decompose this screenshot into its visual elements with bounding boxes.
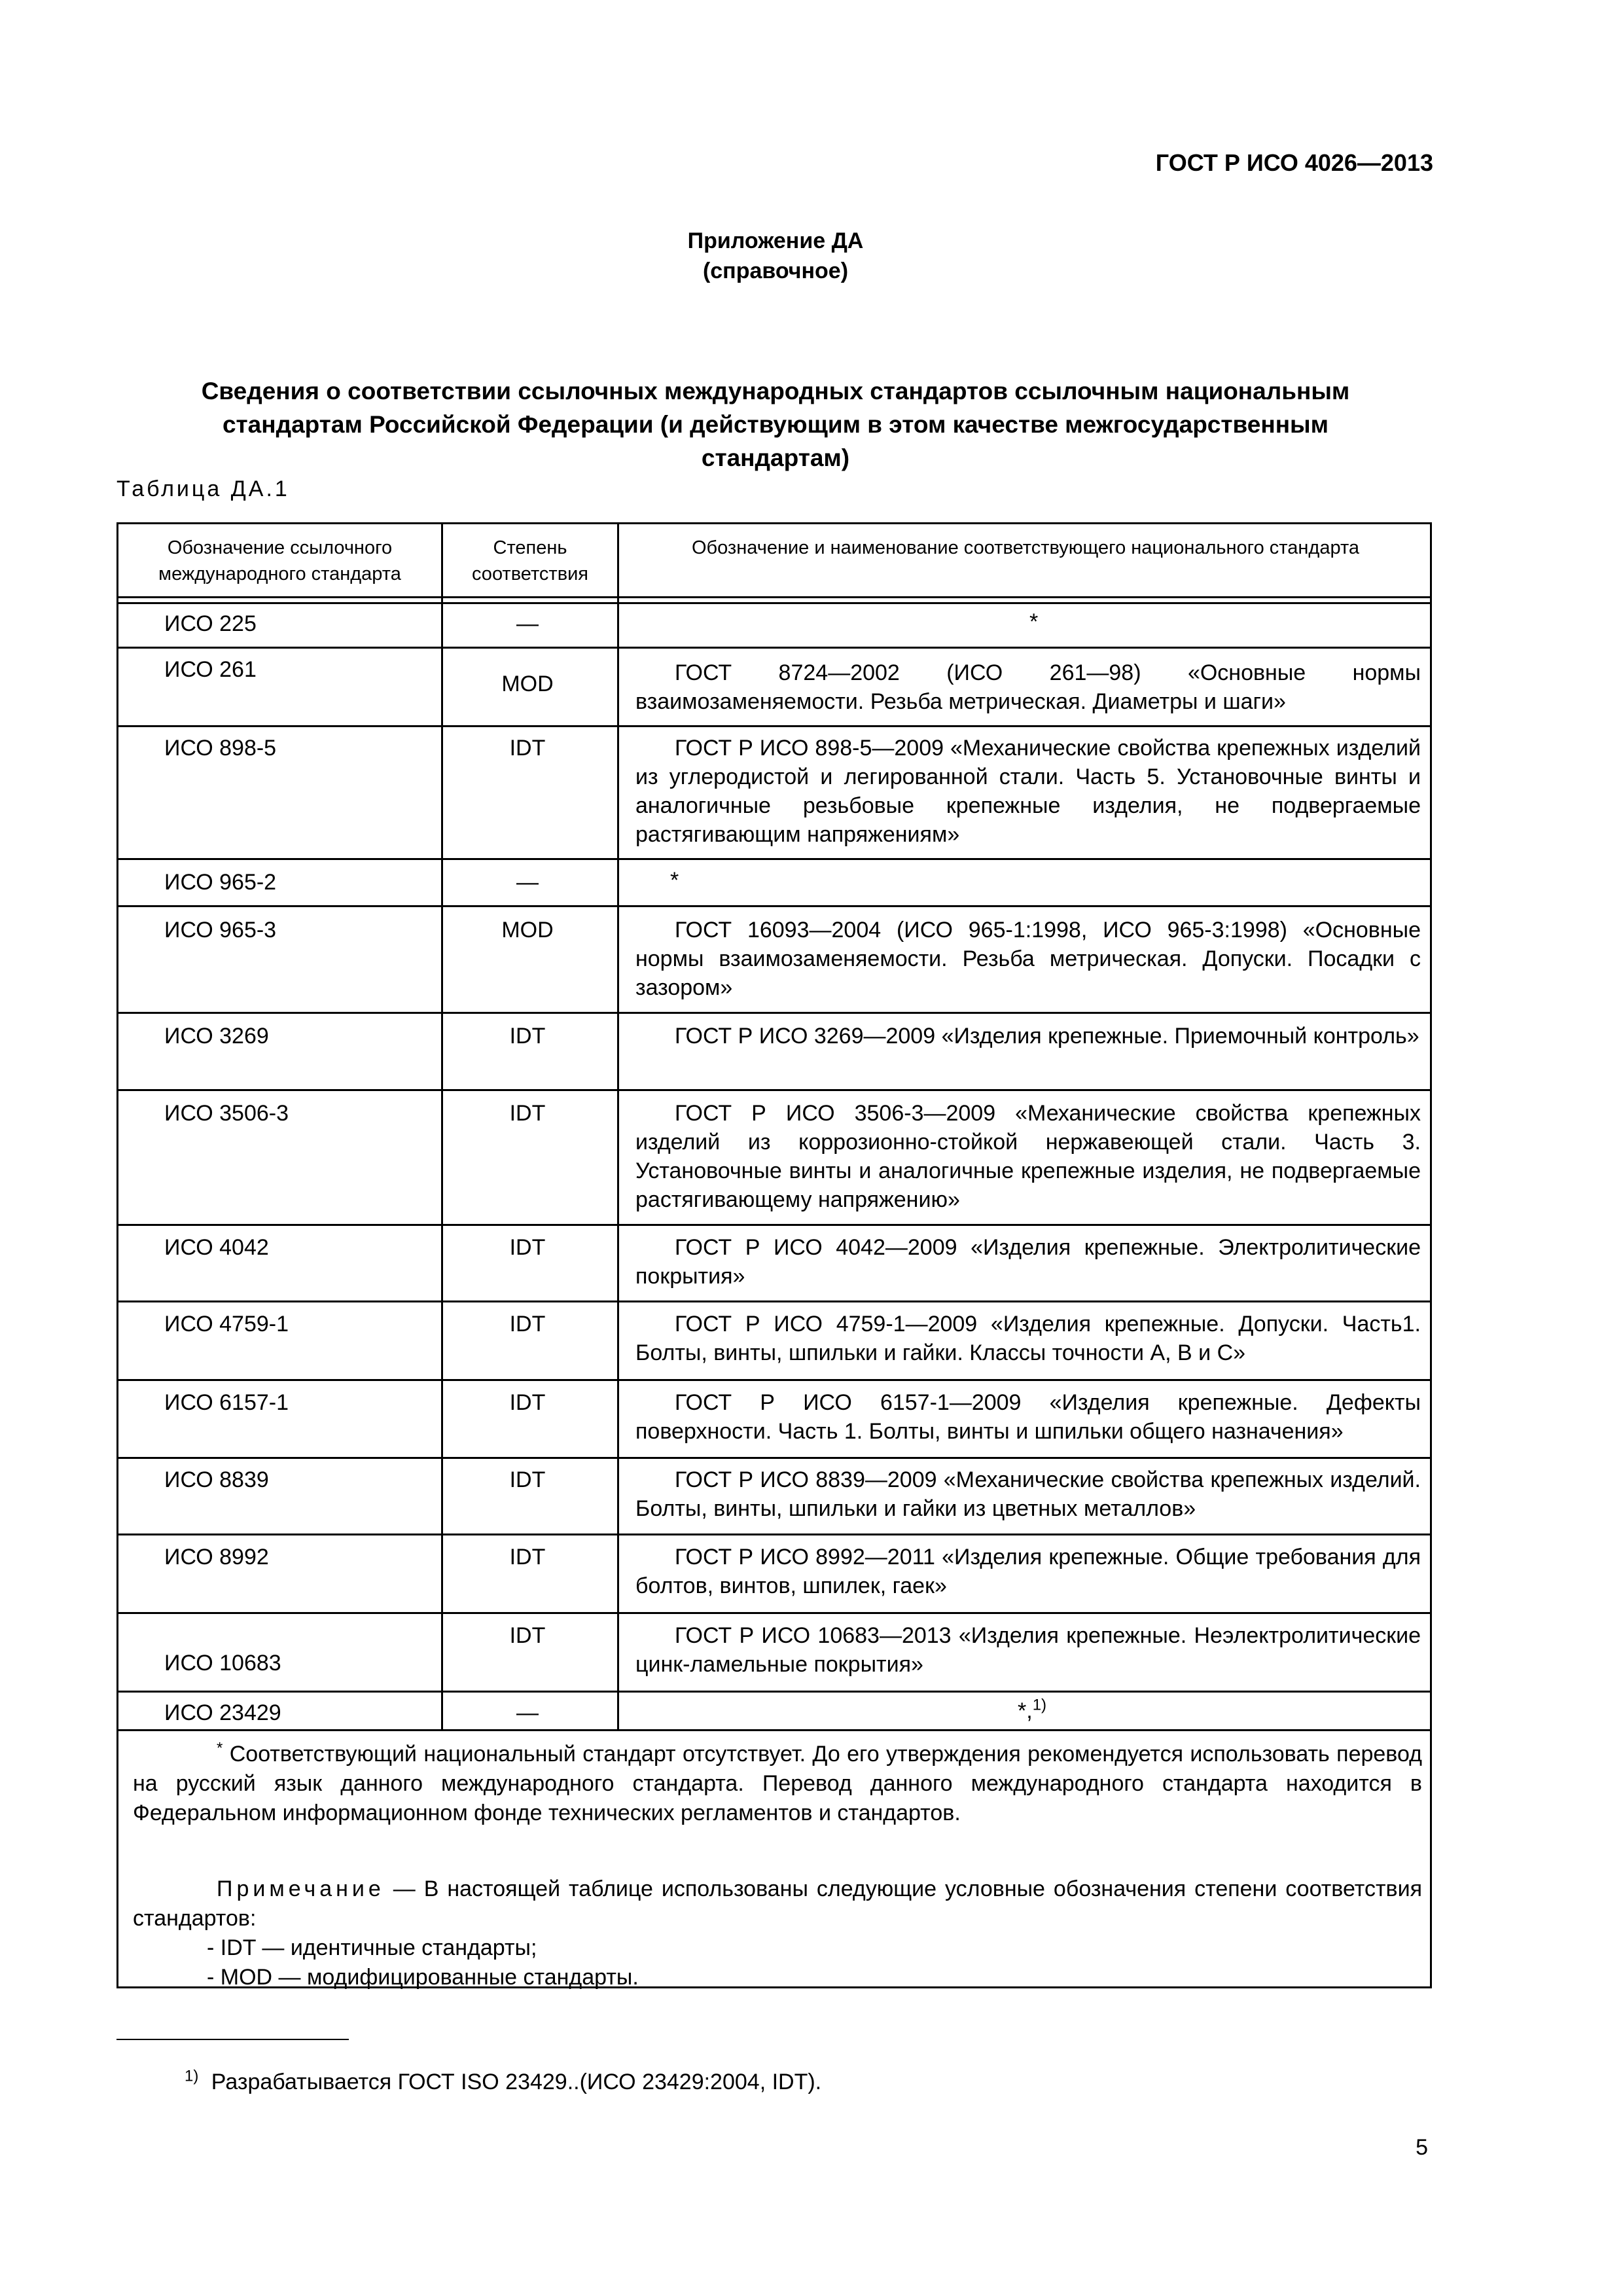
cell-reference: ИСО 23429	[164, 1700, 281, 1725]
note-item: - MOD — модифицированные стандарты.	[207, 1965, 639, 1990]
header-rule	[118, 596, 1430, 598]
footnote-reference: 1)	[1032, 1696, 1047, 1714]
annex-subtitle: (справочное)	[702, 259, 849, 283]
national-text: ГОСТ Р ИСО 3506-3—2009 «Механические свойства крепежных изделий из коррозионно-стойкой нержавеющей стали. Часть 3. Установочные винты и аналогичные крепежные изделия, не подвергаемые растягивающему напряжению»	[635, 1101, 1421, 1212]
cell-reference: ИСО 261	[164, 657, 257, 682]
row-rule	[118, 1379, 1430, 1381]
row-rule	[118, 1012, 1430, 1014]
row-rule	[118, 647, 1430, 649]
cell-national: *	[1029, 609, 1039, 634]
header-degree	[443, 535, 617, 587]
cell-degree: IDT	[509, 1545, 546, 1570]
cell-reference: ИСО 4759-1	[164, 1312, 289, 1336]
table-note	[133, 1874, 1422, 1933]
cell-degree: —	[516, 870, 539, 895]
star-note	[133, 1740, 1422, 1828]
section-title-line: Сведения о соответствии ссылочных международных стандартов ссылочным национальным	[201, 378, 1350, 404]
national-text: ГОСТ Р ИСО 8992—2011 «Изделия крепежные. Общие требования для болтов, винтов, шпилек, гаек»	[635, 1545, 1421, 1598]
cell-degree: IDT	[509, 1101, 546, 1126]
cell-reference: ИСО 898-5	[164, 736, 277, 761]
national-text: ГОСТ 16093—2004 (ИСО 965-1:1998, ИСО 965-3:1998) «Основные нормы взаимозаменяемости. Резьба метрическая. Допуски. Посадки с зазором»	[635, 918, 1421, 1000]
national-text: ГОСТ Р ИСО 6157-1—2009 «Изделия крепежные. Дефекты поверхности. Часть 1. Болты, винты и шпильки общего назначения»	[635, 1390, 1421, 1444]
cell-national	[635, 1621, 1421, 1679]
cell-national	[635, 1310, 1421, 1367]
section-title-line: стандартам)	[701, 444, 850, 471]
cell-national	[635, 916, 1421, 1002]
cell-national	[635, 1233, 1421, 1291]
cell-national	[635, 1099, 1421, 1214]
cell-degree: —	[516, 1700, 539, 1725]
page-number: 5	[1416, 2135, 1428, 2160]
header-text: международного стандарта	[158, 564, 401, 584]
cell-reference: ИСО 3506-3	[164, 1101, 289, 1126]
row-rule	[118, 1089, 1430, 1091]
cell-degree: IDT	[509, 1623, 546, 1648]
header-text: Обозначение ссылочного	[167, 537, 393, 558]
note-text: — В настоящей таблице использованы следующие условные обозначения степени соответствия стандартов:	[133, 1876, 1422, 1931]
cell-degree: IDT	[509, 736, 546, 761]
note-item: - IDT — идентичные стандарты;	[207, 1935, 537, 1960]
cell-degree: —	[516, 611, 539, 636]
star-mark: *	[217, 1739, 223, 1757]
annex-title: Приложение ДА	[687, 228, 864, 253]
star-note-text: Соответствующий национальный стандарт отсутствует. До его утверждения рекомендуется использовать перевод на русский язык данного международного стандарта. Перевод данного международного стандарта находится в Федеральном информационном фонде технических регламентов и стандартов.	[133, 1742, 1422, 1825]
row-rule	[118, 858, 1430, 860]
header-rule	[118, 602, 1430, 604]
national-text: ГОСТ Р ИСО 10683—2013 «Изделия крепежные. Неэлектролитические цинк-ламельные покрытия»	[635, 1623, 1421, 1677]
row-rule	[118, 1300, 1430, 1302]
row-rule	[118, 725, 1430, 727]
header-text: Степень	[493, 537, 567, 558]
national-text: ГОСТ Р ИСО 8839—2009 «Механические свойства крепежных изделий. Болты, винты, шпильки и гайки из цветных металлов»	[635, 1467, 1421, 1521]
cell-reference: ИСО 4042	[164, 1235, 269, 1260]
footnote-separator	[116, 2039, 349, 2040]
row-rule	[118, 1691, 1430, 1693]
row-rule	[118, 1612, 1430, 1614]
national-text: ГОСТ Р ИСО 898-5—2009 «Механические свойства крепежных изделий из углеродистой и легированной стали. Часть 5. Установочные винты и аналогичные резьбовые крепежные изделия, не подвергаемые растягивающим напряжениям»	[635, 736, 1421, 847]
cell-reference: ИСО 6157-1	[164, 1390, 289, 1415]
cell-reference: ИСО 10683	[164, 1651, 281, 1676]
table-caption: Таблица ДА.1	[116, 476, 290, 501]
cell-reference: ИСО 3269	[164, 1024, 269, 1049]
cell-reference: ИСО 965-2	[164, 870, 277, 895]
footnote	[185, 2067, 822, 2095]
cell-degree: IDT	[509, 1467, 546, 1492]
cell-national	[635, 1465, 1421, 1523]
row-rule	[118, 905, 1430, 907]
row-rule	[118, 1729, 1430, 1731]
national-text: ГОСТ Р ИСО 4759-1—2009 «Изделия крепежные. Допуски. Часть1. Болты, винты, шпильки и гайки. Классы точности А, В и С»	[635, 1312, 1421, 1365]
cell-degree: IDT	[509, 1312, 546, 1336]
column-divider	[617, 524, 619, 1729]
national-text: ГОСТ Р ИСО 4042—2009 «Изделия крепежные. Электролитические покрытия»	[635, 1235, 1421, 1289]
cell-degree: IDT	[509, 1390, 546, 1415]
national-text: ГОСТ Р ИСО 3269—2009 «Изделия крепежные. Приемочный контроль»	[675, 1024, 1419, 1049]
footnote-mark: 1)	[185, 2067, 199, 2085]
cell-national	[635, 1022, 1421, 1050]
cell-reference: ИСО 8839	[164, 1467, 269, 1492]
section-title	[118, 374, 1433, 475]
national-text: *,	[1018, 1698, 1033, 1723]
cell-national	[635, 1388, 1421, 1446]
section-title-line: стандартам Российской Федерации (и действующим в этом качестве межгосударственным	[222, 411, 1329, 438]
cell-degree: MOD	[501, 918, 554, 942]
cell-degree: MOD	[501, 672, 554, 696]
cell-national	[1018, 1698, 1046, 1724]
annex-heading	[0, 226, 1551, 286]
row-rule	[118, 1534, 1430, 1535]
header-text: соответствия	[471, 564, 589, 584]
cell-national	[635, 734, 1421, 849]
cell-reference: ИСО 965-3	[164, 918, 277, 942]
header-national-standard: Обозначение и наименование соответствующего национального стандарта	[691, 537, 1360, 558]
cell-national	[635, 1543, 1421, 1600]
cell-national	[635, 658, 1421, 716]
note-label: Примечание	[217, 1876, 385, 1901]
document-id: ГОСТ Р ИСО 4026—2013	[1155, 149, 1433, 176]
standards-table	[116, 522, 1432, 1988]
row-rule	[118, 1224, 1430, 1226]
cell-reference: ИСО 8992	[164, 1545, 269, 1570]
cell-degree: IDT	[509, 1235, 546, 1260]
cell-degree: IDT	[509, 1024, 546, 1049]
national-text: ГОСТ 8724—2002 (ИСО 261—98) «Основные нормы взаимозаменяемости. Резьба метрическая. Диаметры и шаги»	[635, 660, 1421, 714]
row-rule	[118, 1457, 1430, 1459]
cell-national: *	[670, 868, 679, 893]
footnote-text: Разрабатывается ГОСТ ISO 23429..(ИСО 23429:2004, IDT).	[211, 2070, 822, 2094]
cell-reference: ИСО 225	[164, 611, 257, 636]
header-reference-standard	[118, 535, 441, 587]
